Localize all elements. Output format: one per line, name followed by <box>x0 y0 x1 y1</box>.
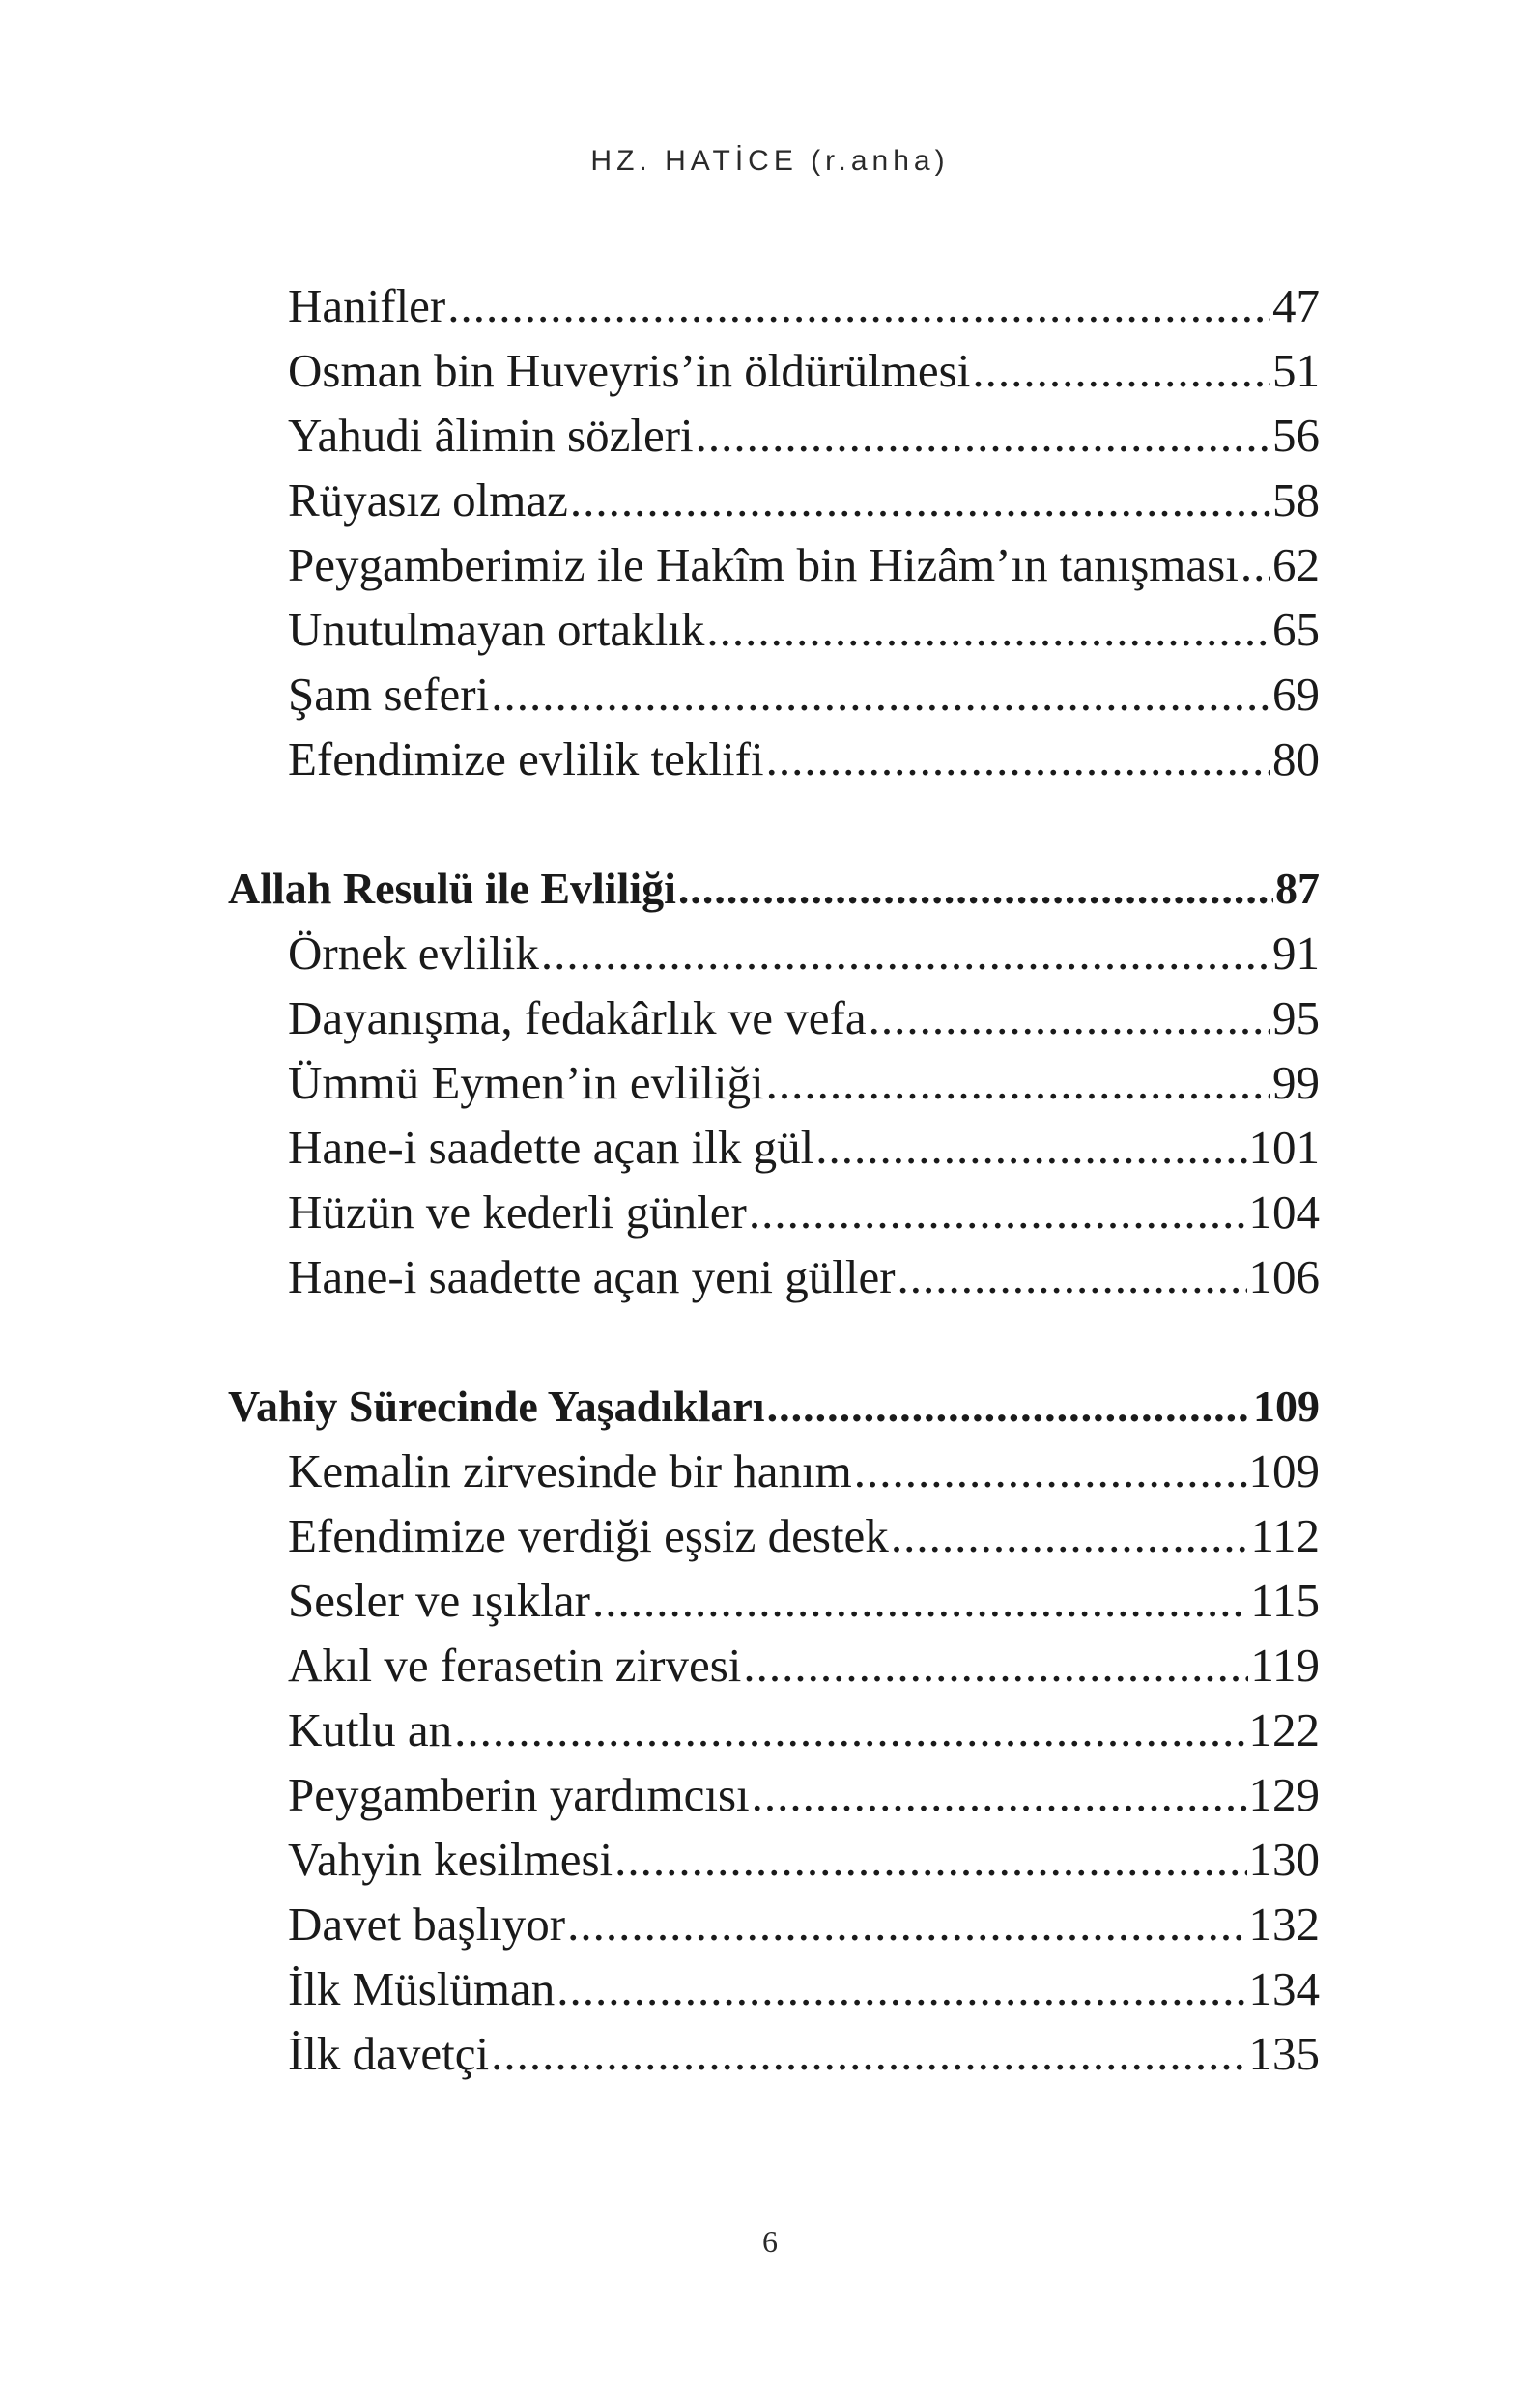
dot-leader <box>815 1115 1246 1180</box>
toc-entry-page: 132 <box>1248 1897 1320 1951</box>
dot-leader <box>869 985 1270 1050</box>
dot-leader <box>592 1568 1248 1633</box>
toc-entry[interactable] <box>228 1633 1320 1697</box>
toc-entry-page: 104 <box>1248 1185 1320 1239</box>
toc-entry-title: Akıl ve ferasetin zirvesi <box>288 1639 742 1692</box>
toc-entry[interactable] <box>228 662 1320 727</box>
dot-leader <box>972 338 1270 403</box>
toc-entry[interactable] <box>228 532 1320 597</box>
dot-leader <box>752 1762 1247 1827</box>
toc-chapter-heading[interactable] <box>228 856 1320 921</box>
toc-entry-page: 130 <box>1248 1833 1320 1886</box>
toc-entry[interactable] <box>228 2021 1320 2086</box>
toc-chapter-heading[interactable] <box>228 1374 1320 1439</box>
toc-entry-page: 135 <box>1248 2027 1320 2080</box>
toc-entry-page: 56 <box>1272 409 1320 462</box>
toc-section-3 <box>228 1374 1320 2086</box>
dot-leader <box>743 1633 1248 1697</box>
toc-entry[interactable] <box>228 727 1320 791</box>
toc-entry-title: Osman bin Huveyris’in öldürülmesi <box>288 344 971 397</box>
toc-entry-page: 80 <box>1272 732 1320 785</box>
toc-entry-page: 51 <box>1272 344 1320 397</box>
toc-entry-title: Şam seferi <box>288 668 490 721</box>
toc-entry-title: İlk Müslüman <box>288 1962 556 2015</box>
toc-chapter-title: Vahiy Sürecinde Yaşadıkları <box>228 1382 765 1431</box>
toc-entry-page: 62 <box>1272 538 1320 591</box>
dot-leader <box>706 597 1270 662</box>
toc-entry-title: Efendimize verdiği eşsiz destek <box>288 1509 889 1562</box>
toc-entry-title: Kemalin zirvesinde bir hanım <box>288 1444 852 1498</box>
dot-leader <box>491 2021 1246 2086</box>
toc-entry[interactable] <box>228 1503 1320 1568</box>
dot-leader <box>898 1244 1247 1309</box>
toc-entry[interactable] <box>228 1244 1320 1309</box>
toc-entry-title: Peygamberimiz ile Hakîm bin Hizâm’ın tanışması <box>288 538 1239 591</box>
toc-entry-page: 122 <box>1248 1703 1320 1756</box>
dot-leader <box>766 1050 1270 1115</box>
toc-entry-title: İlk davetçi <box>288 2027 490 2080</box>
toc-entry-page: 58 <box>1272 473 1320 527</box>
dot-leader <box>541 921 1270 985</box>
toc-entry[interactable] <box>228 597 1320 662</box>
toc-entry-title: Davet başlıyor <box>288 1897 566 1951</box>
dot-leader <box>556 1956 1246 2021</box>
running-header: HZ. HATİCE (r.anha) <box>590 145 950 177</box>
toc-entry[interactable] <box>228 1956 1320 2021</box>
dot-leader <box>678 856 1273 921</box>
toc-entry[interactable] <box>228 985 1320 1050</box>
toc-entry-title: Kutlu an <box>288 1703 453 1756</box>
dot-leader <box>854 1439 1247 1503</box>
toc-entry[interactable] <box>228 1115 1320 1180</box>
dot-leader <box>567 1892 1246 1956</box>
toc-chapter-page: 87 <box>1275 864 1320 913</box>
toc-entry-title: Yahudi âlimin sözleri <box>288 409 694 462</box>
toc-entry-page: 47 <box>1272 279 1320 332</box>
toc-entry-page: 112 <box>1250 1509 1320 1562</box>
toc-chapter-title: Allah Resulü ile Evliliği <box>228 864 676 913</box>
toc-entry[interactable] <box>228 468 1320 532</box>
toc-entry[interactable] <box>228 1439 1320 1503</box>
dot-leader <box>447 273 1270 338</box>
toc-entry[interactable] <box>228 1180 1320 1244</box>
dot-leader <box>749 1180 1247 1244</box>
toc-entry-title: Hüzün ve kederli günler <box>288 1185 747 1239</box>
dot-leader <box>1241 532 1270 597</box>
toc-entry[interactable] <box>228 273 1320 338</box>
toc-chapter-page: 109 <box>1253 1382 1320 1431</box>
table-of-contents <box>228 273 1320 2151</box>
toc-section-1 <box>228 273 1320 791</box>
toc-entry[interactable] <box>228 1050 1320 1115</box>
toc-entry-title: Hane-i saadette açan ilk gül <box>288 1121 814 1174</box>
toc-entry-page: 106 <box>1248 1250 1320 1303</box>
toc-entry-title: Vahyin kesilmesi <box>288 1833 613 1886</box>
dot-leader <box>766 727 1270 791</box>
toc-entry-page: 129 <box>1248 1768 1320 1821</box>
toc-entry-title: Sesler ve ışıklar <box>288 1574 590 1627</box>
toc-entry-title: Rüyasız olmaz <box>288 473 568 527</box>
toc-entry-page: 91 <box>1272 927 1320 980</box>
toc-entry-title: Efendimize evlilik teklifi <box>288 732 764 785</box>
toc-entry-title: Dayanışma, fedakârlık ve vefa <box>288 991 867 1044</box>
dot-leader <box>454 1697 1246 1762</box>
toc-entry-title: Unutulmayan ortaklık <box>288 603 705 656</box>
page-number: 6 <box>762 2224 778 2259</box>
toc-entry-page: 134 <box>1248 1962 1320 2015</box>
toc-entry[interactable] <box>228 1568 1320 1633</box>
toc-entry-title: Örnek evlilik <box>288 927 539 980</box>
toc-entry-title: Peygamberin yardımcısı <box>288 1768 750 1821</box>
toc-entry[interactable] <box>228 403 1320 468</box>
toc-entry-page: 99 <box>1272 1056 1320 1109</box>
toc-entry[interactable] <box>228 1697 1320 1762</box>
toc-entry-page: 101 <box>1248 1121 1320 1174</box>
toc-entry-title: Hane-i saadette açan yeni güller <box>288 1250 896 1303</box>
toc-entry[interactable] <box>228 338 1320 403</box>
toc-entry[interactable] <box>228 1892 1320 1956</box>
toc-entry-page: 119 <box>1250 1639 1320 1692</box>
dot-leader <box>491 662 1270 727</box>
toc-entry-page: 115 <box>1250 1574 1320 1627</box>
toc-entry-page: 109 <box>1248 1444 1320 1498</box>
dot-leader <box>614 1827 1246 1892</box>
dot-leader <box>767 1374 1251 1439</box>
toc-entry-title: Ümmü Eymen’in evliliği <box>288 1056 764 1109</box>
toc-section-2 <box>228 856 1320 1309</box>
toc-entry-page: 69 <box>1272 668 1320 721</box>
toc-entry[interactable] <box>228 1762 1320 1827</box>
toc-entry-title: Hanifler <box>288 279 446 332</box>
dot-leader <box>891 1503 1249 1568</box>
dot-leader <box>570 468 1270 532</box>
toc-entry-page: 65 <box>1272 603 1320 656</box>
toc-entry-page: 95 <box>1272 991 1320 1044</box>
dot-leader <box>696 403 1270 468</box>
toc-entry[interactable] <box>228 921 1320 985</box>
toc-entry[interactable] <box>228 1827 1320 1892</box>
